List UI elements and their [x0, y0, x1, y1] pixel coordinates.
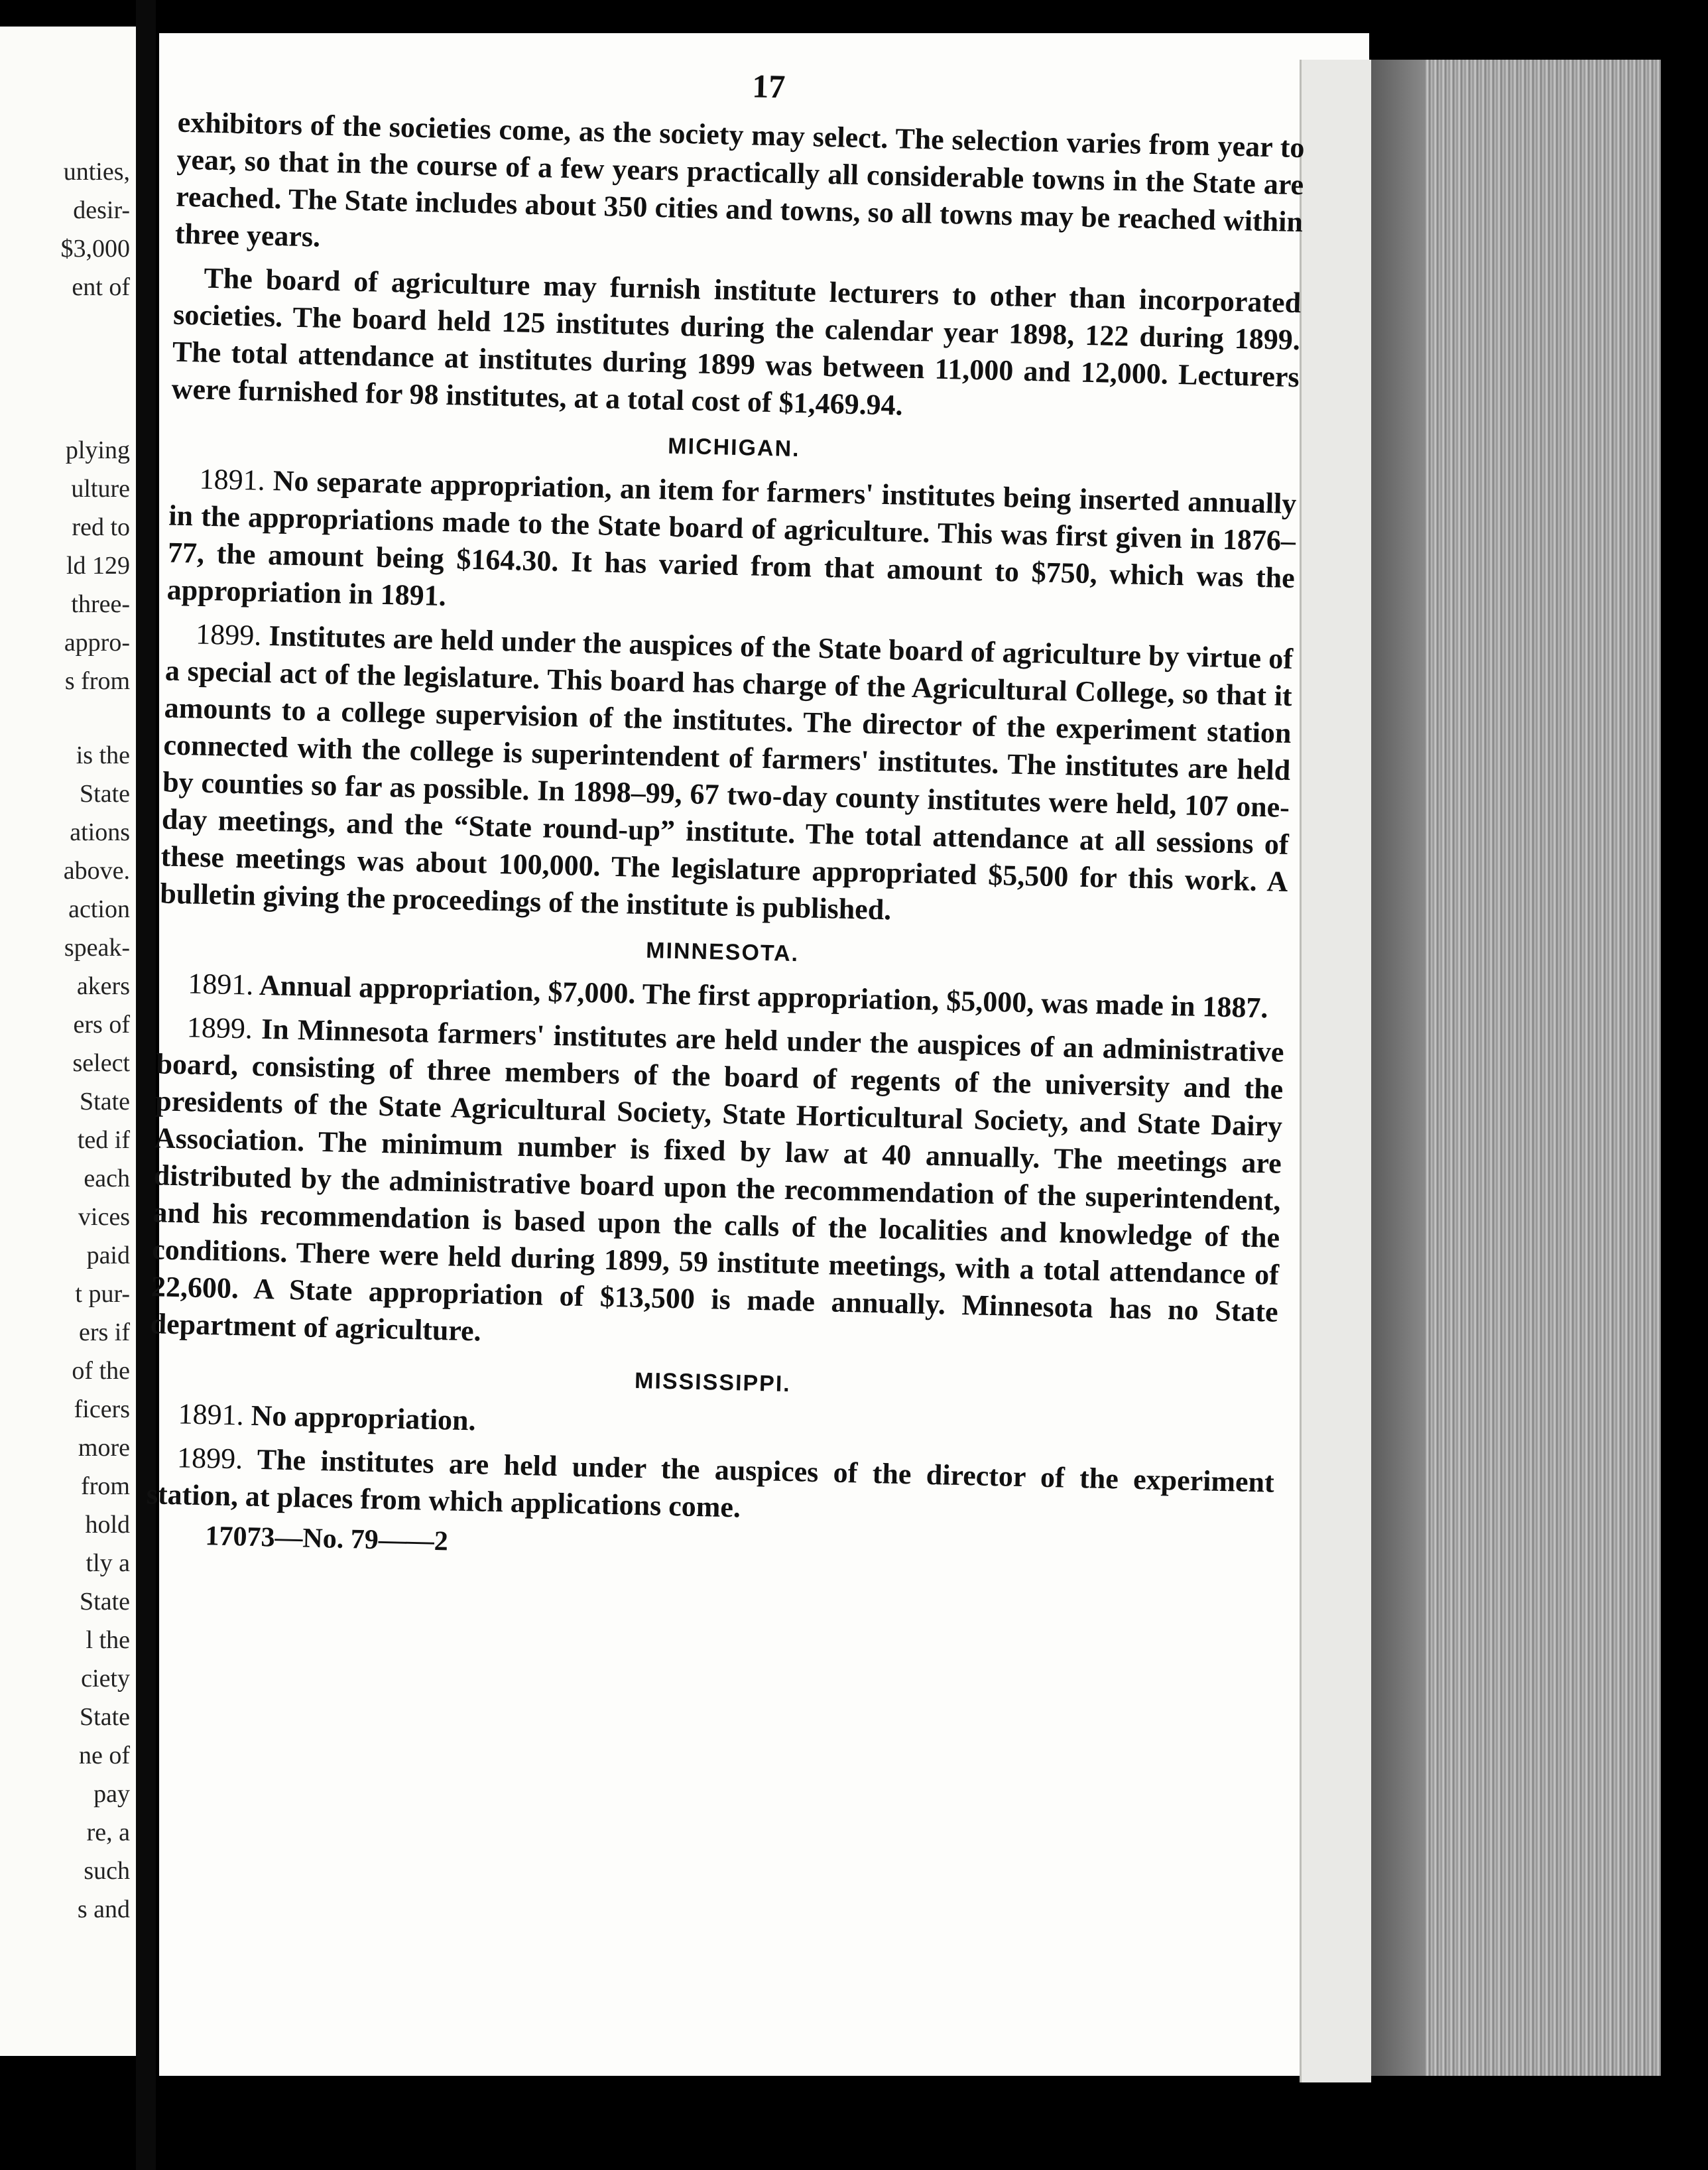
facing-page-text: speak-: [64, 934, 130, 962]
facing-page-text: vices: [78, 1203, 130, 1231]
facing-page-text: State: [80, 1703, 130, 1731]
facing-page-text: State: [80, 780, 130, 808]
facing-page-text: s from: [64, 667, 130, 695]
facing-page-text: ld 129: [66, 552, 130, 580]
year-label: 1899.: [176, 1441, 243, 1476]
page-stack-shadow: [1369, 60, 1426, 2076]
year-label: 1891.: [187, 967, 254, 1001]
paragraph-text: The institutes are held under the auspices of the director of the experiment station, at places from which applications come.: [146, 1442, 1275, 1524]
facing-page-text: State: [80, 1088, 130, 1116]
facing-page-text: tly a: [86, 1549, 130, 1577]
facing-page-text: such: [84, 1857, 130, 1885]
facing-page-text: red to: [72, 513, 130, 541]
facing-page-text: each: [84, 1165, 130, 1192]
facing-page-text: desir-: [73, 196, 130, 224]
facing-page-text: plying: [65, 436, 130, 464]
facing-page-text: ent of: [72, 273, 130, 301]
page-edge: [1300, 60, 1371, 2082]
paragraph-text: Institutes are held under the auspices of the State board of agriculture by virtue of a special act of the legislature. This board has charge of the Agricultural College, so that it amounts to a college supervision of the institutes. The director of the experiment station connected with the college is superintendent of farmers' institutes. The institutes are held by counties so far as possible. In 1898–99, 67 two-day county institutes were held, 107 one-day meetings, and the “State round-up” institute. The total attendance at all sessions of these meetings was about 100,000. The legislature appropriated $5,500 for this work. A bulletin giving the proceedings of the institute is published.: [159, 619, 1294, 926]
year-label: 1899.: [186, 1011, 253, 1045]
board-paragraph: The board of agriculture may furnish institute lecturers to other than incorporated societies. The board held 125 institutes during the calendar year 1898, 122 during 1899. The total attendance at institutes during 1899 was between 11,000 and 12,000. Lecturers were furnished for 98 institutes, at a total cost of $1,469.94.: [171, 261, 1302, 422]
page-number: 17: [751, 67, 786, 105]
facing-page-text: re, a: [86, 1819, 130, 1846]
facing-page-text: ers if: [78, 1318, 130, 1346]
facing-page-text: appro-: [64, 629, 130, 657]
heading-mississippi: MISSISSIPPI.: [634, 1368, 792, 1397]
facing-page-text: State: [80, 1588, 130, 1616]
michigan-1899-paragraph: [160, 615, 1294, 937]
michigan-1891-paragraph: [166, 460, 1297, 635]
facing-page-text: ations: [70, 818, 130, 846]
year-label: 1891.: [178, 1397, 245, 1432]
facing-page-text: of the: [72, 1357, 130, 1385]
facing-page-text: paid: [86, 1242, 130, 1269]
heading-michigan: MICHIGAN.: [667, 433, 801, 462]
facing-page-text: $3,000: [60, 235, 130, 263]
facing-page-text: t pur-: [75, 1280, 130, 1308]
facing-page-text: hold: [85, 1511, 130, 1539]
heading-minnesota: MINNESOTA.: [645, 938, 800, 967]
paragraph-text: In Minnesota farmers' institutes are held under the auspices of an administrative board, consisting of three members of the board of regents of the university and the presidents of the State Agricultural Society, State Horticultural Society, and State Dairy Association. The minimum number is fixed by law at 40 annually. The meetings are distributed by the administrative board upon the recommendation of the superintendent, and his recommendation is based upon the calls of the localities and knowledge of the conditions. There were held during 1899, 59 institute meetings, with a total attendance of 22,600. A State appropriation of $13,500 is made annually. Minnesota has no State department of agriculture.: [150, 1012, 1285, 1348]
facing-page-text: unties,: [63, 158, 130, 186]
paragraph-text: No appropriation.: [251, 1399, 477, 1437]
facing-page-text: l the: [86, 1626, 130, 1654]
facing-page-text: from: [81, 1472, 130, 1500]
continued-paragraph: exhibitors of the societies come, as the society may select. The selection varies from year to year, so that in the course of a few years practically all considerable towns in the State are reached. The State includes about 350 cities and towns, so all towns may be reached within three years.: [174, 105, 1305, 253]
facing-page-text: action: [68, 895, 130, 923]
page-stack-edges: [1426, 60, 1661, 2076]
facing-page-text: ted if: [77, 1126, 130, 1154]
page-text: [135, 54, 1306, 2002]
facing-page-text: ne of: [78, 1742, 130, 1769]
facing-page-text: select: [72, 1049, 130, 1077]
year-label: 1891.: [199, 462, 266, 497]
facing-page-text: above.: [63, 857, 130, 885]
facing-page-text: s and: [77, 1895, 130, 1923]
facing-page-fragment: [0, 27, 139, 2056]
printer-signature: 17073—No. 79——2: [204, 1521, 449, 1557]
facing-page-text: ciety: [81, 1665, 130, 1692]
paragraph-text: Annual appropriation, $7,000. The first appropriation, $5,000, was made in 1887.: [259, 968, 1269, 1025]
facing-page-text: is the: [76, 741, 130, 769]
facing-page-text: ulture: [71, 475, 130, 503]
facing-page-text: ers of: [73, 1011, 130, 1039]
paragraph-text: No separate appropriation, an item for farmers' institutes being inserted annually in the appropriations made to the State board of agriculture. This was first given in 1876–77, the amount being $164.30. It has varied from that amount to $750, which was the appropriation in 1891.: [166, 464, 1297, 613]
minnesota-1899-paragraph: [150, 1008, 1284, 1368]
facing-page-text: pay: [93, 1780, 130, 1808]
facing-page-text: ficers: [74, 1395, 130, 1423]
year-label: 1899.: [195, 617, 262, 652]
facing-page-text: three-: [71, 590, 130, 618]
facing-page-text: akers: [76, 972, 130, 1000]
facing-page-text: more: [78, 1434, 130, 1462]
